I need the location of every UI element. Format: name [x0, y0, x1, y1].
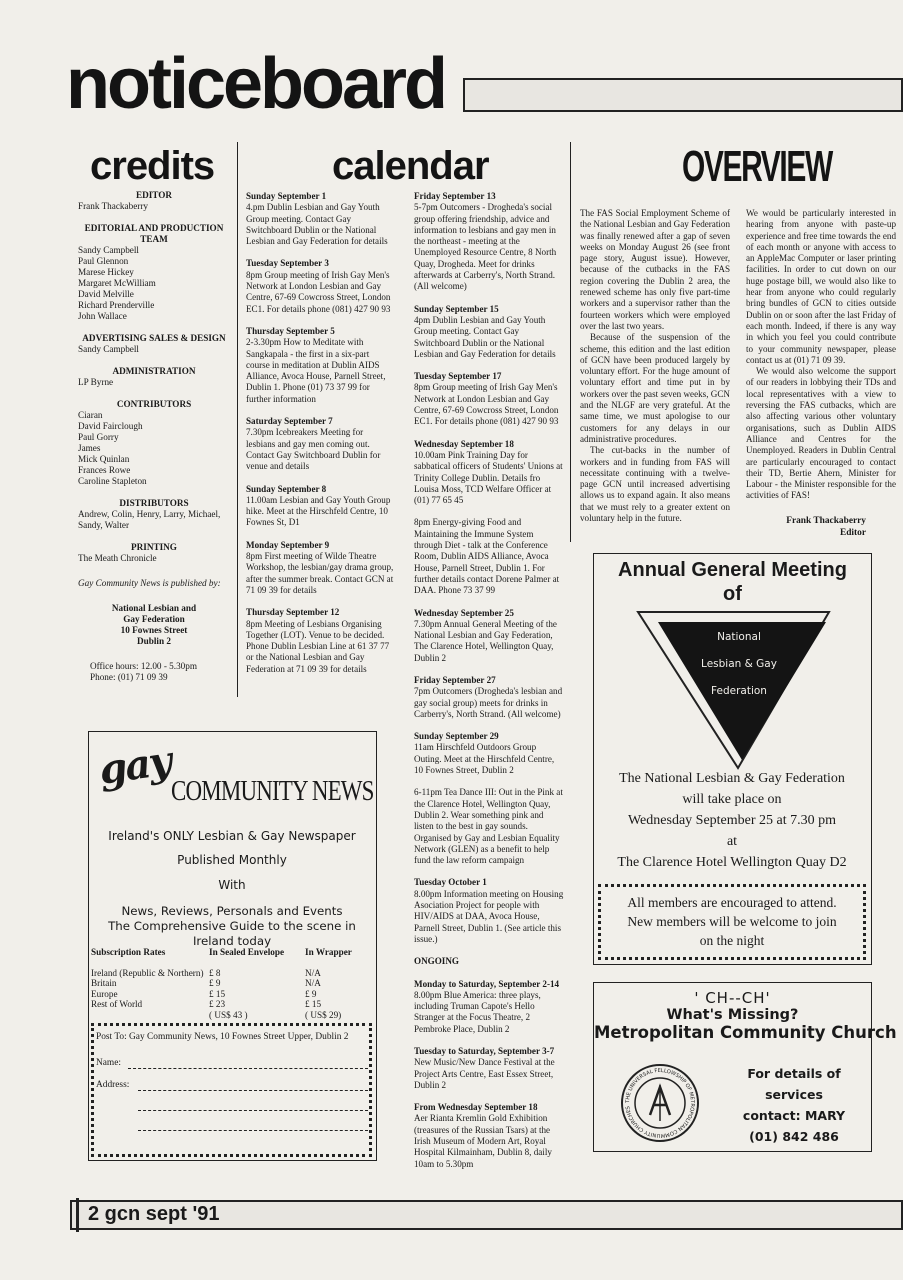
credit-name: Sandy Campbell: [78, 344, 139, 354]
gcn-subscription-ad: [88, 731, 377, 1161]
mcc-question: What's Missing?: [666, 1007, 799, 1023]
address-label: Address:: [96, 1080, 130, 1090]
credit-role: CONTRIBUTORS: [116, 399, 192, 409]
column-rule: [570, 142, 571, 542]
masthead-bar: [463, 78, 903, 112]
event-text: 2-3.30pm How to Meditate with Sangkapala - the first in a six-part course in meditation at Dublin AIDS Alliance, Avoca House, Parnell Street, Dublin 1. Phone (01) 73 37 99 for further information: [246, 337, 386, 404]
rates-cell: £ 8: [209, 967, 221, 978]
ongoing-label: ONGOING: [414, 956, 459, 967]
publisher-address: [78, 603, 230, 647]
credit-name: Margaret McWilliam: [78, 278, 156, 288]
publisher-line: Gay Community News is published by:: [78, 578, 221, 588]
rates-header-wrapper: In Wrapper: [305, 947, 352, 957]
event-day: Sunday September 29: [414, 731, 499, 742]
mcc-name: Metropolitan Community Church: [594, 1023, 897, 1042]
overview-column-1: [580, 208, 730, 524]
order-form: [91, 1023, 372, 1157]
credits-heading: credits: [90, 144, 215, 188]
calendar-event: [414, 731, 564, 776]
calendar-event: [246, 258, 394, 314]
credit-name: John Wallace: [78, 311, 127, 321]
rates-row: [91, 999, 373, 1010]
event-text: 8.00pm Blue America: three plays, including Truman Capote's Hello Stranger at the Focus Theatre, 2 Pembroke Place, Dublin 2: [414, 989, 541, 1034]
event-day: Sunday September 15: [414, 303, 499, 314]
agm-notice: [598, 884, 866, 960]
office-hours: Office hours: 12.00 - 5.30pm: [90, 661, 198, 671]
calendar-event: [246, 540, 394, 596]
mcc-details-line-2: contact: MARY: [742, 1108, 846, 1123]
event-text: New Music/New Dance Festival at the Project Arts Centre, East Essex Street, Dublin 2: [414, 1057, 555, 1090]
logo-line-3: Federation: [711, 685, 767, 697]
address-field-line-1[interactable]: [138, 1090, 368, 1091]
credit-name: James: [78, 443, 101, 453]
credit-role: EDITOR: [135, 190, 173, 200]
event-day: Tuesday October 1: [414, 877, 487, 888]
rates-cell: £ 23: [209, 999, 226, 1009]
overview-heading: OVERVIEW: [682, 142, 832, 191]
event-day: Friday September 27: [414, 674, 496, 685]
name-field[interactable]: [128, 1068, 368, 1069]
event-text: 8pm Meeting of Lesbians Organising Together (LOT). Venue to be decided. Phone Dublin Lesbian Line at 61 37 77 or the National Lesbian and Gay Federation at 71 09 39 for details: [246, 618, 390, 674]
calendar-event: [246, 416, 394, 472]
rates-cell: £ 9: [209, 978, 221, 988]
credit-name: Frances Rowe: [78, 465, 131, 475]
overview-paragraph: Because of the suspension of the scheme, this edition and the last edition of GCN have been produced largely by voluntary effort. For the huge amount of voluntary effort and time put in by workers over the past seven weeks, GCN and the NLGF are very grateful. At the same time, we must apologise to our customers for any delays in our administrative procedures.: [580, 332, 730, 444]
credit-role: DISTRIBUTORS: [119, 498, 189, 508]
calendar-event: [414, 979, 564, 1035]
calendar-event: [246, 191, 394, 247]
calendar-event: [246, 484, 394, 529]
credit-name: Richard Prenderville: [78, 300, 155, 310]
calendar-event: [414, 371, 564, 427]
notice-line-2: New members will be welcome to join: [627, 914, 837, 929]
event-day: Wednesday September 25: [414, 607, 514, 618]
feature-line-3: Ireland today: [192, 934, 272, 948]
logo-line-1: National: [717, 631, 761, 643]
notice-line-1: All members are encouraged to attend.: [627, 895, 837, 910]
footer-rule: [76, 1198, 79, 1232]
event-day: Thursday September 5: [246, 325, 335, 336]
event-text: 8.00pm Information meeting on Housing Asociation Project for people with HIV/AIDS at DAA, Avoca House, Parnell Street, Dublin 1. (See article this issue.): [414, 888, 564, 944]
credit-name: Sandy Campbell: [78, 245, 139, 255]
overview-paragraph: We would be particularly interested in hearing from anyone with paste-up experience and free time towards the end of each month or anyone with access to an AppleMac Computer or laser printing facilities. In order to cut down on our huge postage bill, we would also like to hear from anyone who could regularly bring bundles of GCN to cities outside Dublin on or soon after the last Friday of each month. Indeed, if there is any way in which you feel you could contribute to your community newspaper, please contact us at (01) 71 09 39.: [746, 208, 896, 365]
name-label: Name:: [96, 1058, 121, 1068]
credit-name: David Fairclough: [78, 421, 143, 431]
rates-header-envelope: In Sealed Envelope: [209, 947, 285, 957]
calendar-event: [414, 1102, 564, 1170]
event-text: 6-11pm Tea Dance III: Out in the Pink at the Clarence Hotel, Wellington Quay, Dublin 2. Wear something pink and listen to the best in gay sounds. Organised by Gay and Lesbian Equality Network (GLEN) as a benefit to help fund the law reform campaign: [414, 787, 563, 866]
agm-details: [594, 768, 870, 873]
rates-cell: N/A: [305, 978, 321, 988]
signature-title: Editor: [839, 527, 866, 538]
mcc-details-line-3: (01) 842 486: [749, 1129, 839, 1144]
rates-cell: £ 15: [209, 988, 226, 999]
agm-line-3: Wednesday September 25 at 7.30 pm: [627, 813, 837, 828]
event-day: Thursday September 12: [246, 607, 340, 618]
credits-section: [78, 190, 230, 683]
event-text: 8pm Energy-giving Food and Maintaining the Immune System through Diet - talk at the Conference Room, Dublin AIDS Alliance, Avoca House, Parnell Street, Dublin 1. For further details contact Dorene Palmer at DAA. Phone 73 37 99: [414, 517, 560, 596]
credit-role: ADVERTISING SALES & DESIGN: [82, 333, 226, 343]
rates-row: [91, 978, 373, 989]
rates-cell: Europe: [91, 988, 118, 999]
agm-of: of: [723, 583, 742, 605]
event-text: 4pm Dublin Lesbian and Gay Youth Group meeting. Contact Gay Switchboard Dublin or the National Lesbian and Gay Federation for details: [414, 314, 556, 359]
gcn-logo-script: gay: [96, 737, 174, 794]
rates-cell: £ 9: [305, 988, 317, 999]
credits-blocks: [78, 190, 230, 564]
credit-name: Frank Thackaberry: [78, 201, 148, 211]
credit-role: PRINTING: [131, 542, 177, 552]
address-field-line-3[interactable]: [138, 1130, 368, 1131]
rates-body: [91, 968, 373, 1021]
mcc-seal: [620, 1063, 700, 1143]
gcn-with: With: [218, 878, 246, 892]
publisher-line-1: National Lesbian and: [111, 603, 197, 613]
event-text: 11am Hirschfeld Outdoors Group Outing. Meet at the Hirschfeld Centre, 10 Fownes Street, Dublin 2: [414, 742, 555, 776]
gcn-features: [89, 904, 375, 949]
signature-name: Frank Thackaberry: [786, 516, 866, 526]
agm-line-5: The Clarence Hotel Wellington Quay D2: [617, 855, 847, 870]
rates-cell: Rest of World: [91, 999, 143, 1009]
page-footer: 2 gcn sept '91: [88, 1203, 220, 1225]
logo-line-2: Lesbian & Gay: [701, 658, 777, 670]
event-day: Monday September 9: [246, 539, 330, 550]
post-to-line: Post To: Gay Community News, 10 Fownes Street Upper, Dublin 2: [96, 1032, 349, 1042]
event-text: 5-7pm Outcomers - Drogheda's social group offering friendship, advice and information to lesbians and gay men in the northeast - meeting at the Unemployed Resource Centre, 8 North Quay, Drogheda. Meet for drinks afterwards at Carberry's, North Strand. (All welcome): [414, 202, 557, 292]
calendar-column-2: [414, 191, 564, 1181]
rates-row: [91, 989, 373, 1000]
mcc-details-line-1: For details of services: [747, 1066, 841, 1102]
rates-row: [91, 968, 373, 979]
event-day: Wednesday September 18: [414, 438, 514, 449]
masthead-title: noticeboard: [66, 44, 446, 124]
calendar-event: [414, 608, 564, 664]
calendar-event: [414, 517, 564, 596]
office-contact: [78, 661, 230, 683]
feature-line-1: News, Reviews, Personals and Events: [121, 904, 343, 918]
agm-line-2: will take place on: [682, 792, 782, 807]
calendar-event: [414, 787, 564, 866]
event-text: 7pm Outcomers (Drogheda's lesbian and gay social group) meets for drinks in Carberry's, North Strand. (All welcome): [414, 686, 563, 719]
rates-cell: [91, 1010, 209, 1021]
publisher-line-4: Dublin 2: [137, 636, 171, 646]
rates-cell: ( US$ 43 ): [209, 1009, 248, 1020]
overview-column-2: [746, 208, 896, 502]
office-phone: Phone: (01) 71 09 39: [90, 672, 168, 682]
gcn-logo-text: COMMUNITY NEWS: [171, 776, 374, 807]
event-day: Tuesday to Saturday, September 3-7: [414, 1046, 555, 1056]
gcn-frequency: Published Monthly: [177, 853, 287, 867]
calendar-event: [246, 326, 394, 405]
event-text: Aer Rianta Kremlin Gold Exhibition (treasures of the Russian Tsars) at the Irish Museum of Modern Art, Royal Hospital Kilmainham, Dublin 8, daily 10am to 5.30pm: [414, 1113, 552, 1169]
publisher-line-3: 10 Fownes Street: [120, 625, 188, 635]
event-text: 7.30pm Icebreakers Meeting for lesbians and gay men coming out. Contact Gay Switchboard Dublin for venue and details: [246, 427, 381, 472]
rates-header-region: Subscription Rates: [91, 947, 166, 957]
event-day: From Wednesday September 18: [414, 1102, 538, 1113]
event-text: 11.00am Lesbian and Gay Youth Group hike. Meet at the Hirschfeld Centre, 10 Fownes St, D1: [246, 494, 391, 528]
overview-paragraph: The cut-backs in the number of workers and in funding from FAS will necessitate continuing with a twelve-page GCN until increased advertising allows us to expand again. It also means that we must rely to a greater extent on voluntary help in the future.: [580, 445, 730, 524]
mcc-box: [593, 982, 897, 1152]
notice-line-3: on the night: [699, 933, 765, 948]
feature-line-2: The Comprehensive Guide to the scene in: [108, 919, 356, 933]
calendar-event: [414, 304, 564, 360]
agm-line-1: The National Lesbian & Gay Federation: [619, 771, 845, 786]
event-text: 7.30pm Annual General Meeting of the National Lesbian and Gay Federation, The Clarence Hotel, Wellington Quay, Dublin 2: [414, 618, 557, 663]
credit-name: Mick Quinlan: [78, 454, 130, 464]
overview-paragraph: The FAS Social Employment Scheme of the National Lesbian and Gay Federation was finally renewed after a gap of seven weeks on Monday August 26 (see front page story, August issue). However, because of the cutbacks in the FAS region covering the Dublin 2 area, the renewed scheme has only five part-time workers and a supervisor rather than the fourteen workers which were employed over the last two years.: [580, 208, 730, 331]
credit-name: LP Byrne: [78, 377, 114, 387]
column-rule: [237, 142, 238, 697]
credit-name: Caroline Stapleton: [78, 476, 147, 486]
subscription-rates-table: [91, 947, 373, 1020]
event-day: Monday to Saturday, September 2-14: [414, 978, 560, 989]
event-text: 8pm First meeting of Wilde Theatre Workshop, the lesbian/gay drama group, after the summer break. Contact GCN at 71 09 39 for details: [246, 551, 394, 595]
calendar-event: [414, 1046, 564, 1091]
event-text: 8pm Group meeting of Irish Gay Men's Network at London Lesbian and Gay Centre, 67-69 Cowcross Street, London EC1. For details phone (081) 427 90 93: [414, 382, 559, 427]
credit-role: ADMINISTRATION: [112, 366, 196, 376]
rates-cell: ( US$ 29): [305, 1009, 342, 1020]
calendar-heading: calendar: [332, 144, 489, 188]
rates-cell: Ireland (Republic & Northern): [91, 967, 204, 978]
event-text: 8pm Group meeting of Irish Gay Men's Network at London Lesbian and Gay Centre, 67-69 Cowcross Street, London EC1. For details phone (081) 427 90 93: [246, 269, 391, 314]
overview-signature: [746, 516, 866, 539]
event-day: Tuesday September 3: [246, 258, 329, 269]
rates-cell: N/A: [305, 967, 321, 978]
nlgf-triangle-logo: [636, 610, 831, 770]
agm-title: Annual General Meeting: [618, 559, 847, 581]
rates-header-row: [91, 947, 373, 968]
rates-cell: £ 15: [305, 999, 322, 1009]
calendar-event: [414, 675, 564, 720]
calendar-column-1: [246, 191, 394, 686]
event-text: 4.pm Dublin Lesbian and Gay Youth Group meeting. Contact Gay Switchboard Dublin or the National Lesbian and Gay Federation for details: [246, 202, 388, 247]
credit-name: Marese Hickey: [78, 267, 134, 277]
agm-box: [593, 553, 872, 965]
event-day: Friday September 13: [414, 191, 496, 201]
event-day: Sunday September 1: [246, 191, 327, 201]
credit-role: EDITORIAL AND PRODUCTION TEAM: [84, 223, 224, 244]
address-field-line-2[interactable]: [138, 1110, 368, 1111]
seal-text: THE UNIVERSAL FELLOWSHIP OF METROPOLITAN COMMUNITY CHURCHES: [624, 1067, 696, 1139]
gcn-tagline: Ireland's ONLY Lesbian & Gay Newspaper: [108, 829, 356, 843]
credit-name: Ciaran: [78, 410, 103, 420]
event-text: 10.00am Pink Training Day for sabbatical officers of Students' Unions at Trinity College Dublin. Details fro Louisa Moss, TCD Welfare Officer at (01) 77 65 45: [414, 449, 563, 506]
publisher-line-2: Gay Federation: [123, 614, 185, 624]
credit-name: Andrew, Colin, Henry, Larry, Michael, Sandy, Walter: [78, 509, 221, 530]
rates-cell: Britain: [91, 978, 117, 988]
agm-line-4: at: [726, 834, 738, 849]
rates-row: [91, 1010, 373, 1021]
event-day: Tuesday September 17: [414, 371, 502, 382]
event-day: Saturday September 7: [246, 416, 333, 427]
calendar-event: [414, 191, 564, 293]
credit-name: The Meath Chronicle: [78, 553, 157, 563]
mcc-chant: ' CH--CH': [694, 989, 771, 1007]
calendar-event: [414, 877, 564, 945]
event-day: Sunday September 8: [246, 483, 327, 494]
overview-paragraph: We would also welcome the support of our readers in lobbying their TDs and local representatives with a view to reversing the FAS cutbacks, which are also affecting various other voluntary organisations, such as Dublin AIDS Alliance and Centres for the Unemployed. Readers in Dublin Central are particularly encouraged to contact their TD, Bertie Ahern, Minister for Labour - the Minister responsible for the activities of FAS!: [746, 366, 896, 501]
calendar-event: [246, 607, 394, 675]
credit-name: Paul Glennon: [78, 256, 129, 266]
calendar-event: [414, 439, 564, 507]
mcc-details: [724, 1063, 864, 1147]
credit-name: Paul Gorry: [78, 432, 119, 442]
credit-name: David Melville: [78, 289, 134, 299]
